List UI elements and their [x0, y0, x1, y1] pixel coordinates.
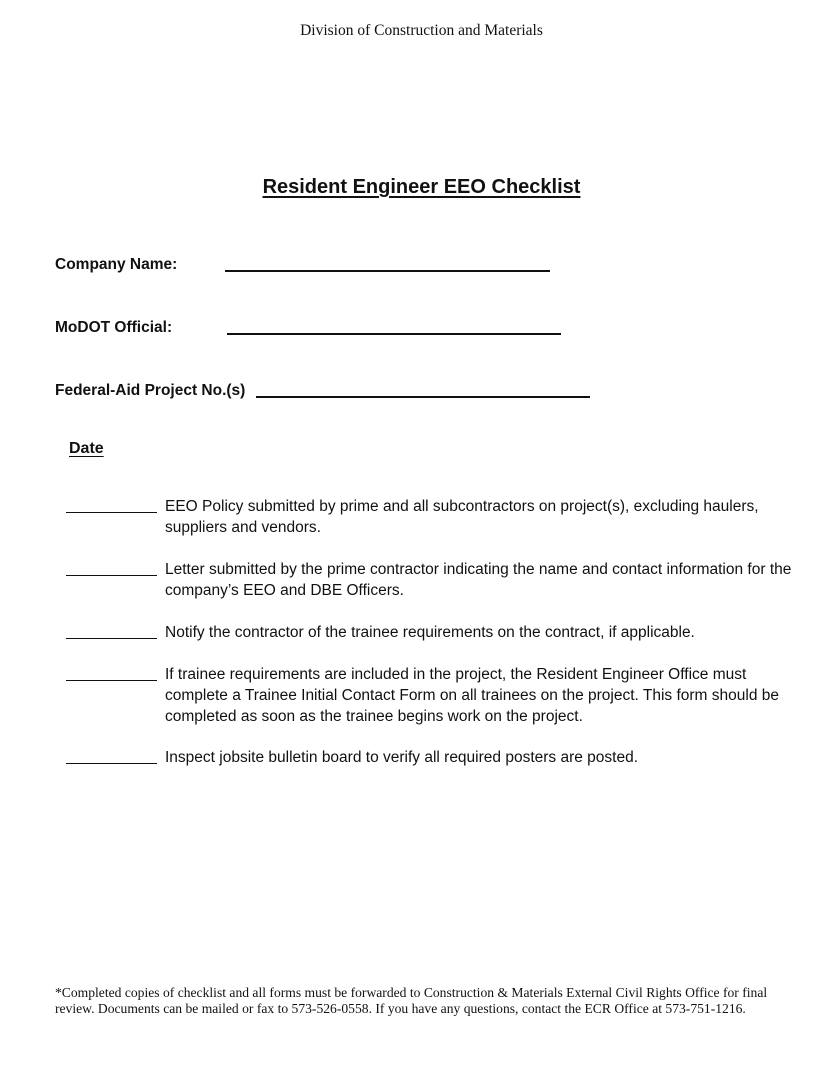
- checklist-item-trainee-notify: [66, 623, 796, 644]
- division-header: Division of Construction and Materials: [300, 22, 543, 39]
- checklist-item-officers-letter: [66, 560, 796, 602]
- footer-note: *Completed copies of checklist and all forms must be forwarded to Construction & Materials External Civil Rights Office for final review. Documents can be mailed or fax to 573-526-0558. If you have any questions, contact the ECR Office at 573-751-1216.: [55, 985, 768, 1017]
- checklist-item-text: EEO Policy submitted by prime and all subcontractors on project(s), excluding haulers, suppliers and vendors.: [165, 498, 759, 536]
- checklist-item-text: Notify the contractor of the trainee requirements on the contract, if applicable.: [165, 624, 695, 641]
- checklist-item-text: If trainee requirements are included in the project, the Resident Engineer Office must complete a Trainee Initial Contact Form on all trainees on the project. This form should be completed as soon as the trainee begins work on the project.: [165, 666, 779, 725]
- checklist-item-bulletin-board: [66, 748, 796, 769]
- date-blank[interactable]: [66, 680, 157, 681]
- page-title: [0, 174, 833, 200]
- date-blank[interactable]: [66, 512, 157, 513]
- date-column-heading: Date: [69, 440, 104, 457]
- modot-official-label: MoDOT Official:: [55, 319, 173, 336]
- project-number-field[interactable]: [256, 396, 590, 398]
- checklist-item-trainee-contact-form: [66, 665, 796, 727]
- date-blank[interactable]: [66, 575, 157, 576]
- modot-official-field[interactable]: [227, 333, 561, 335]
- project-number-label: Federal-Aid Project No.(s): [55, 382, 246, 399]
- checklist-item-text: Letter submitted by the prime contractor indicating the name and contact information for the company’s EEO and DBE Officers.: [165, 561, 792, 599]
- page-title-text: Resident Engineer EEO Checklist: [262, 176, 581, 198]
- company-name-field[interactable]: [225, 270, 550, 272]
- date-blank[interactable]: [66, 638, 157, 639]
- date-blank[interactable]: [66, 763, 157, 764]
- checklist-item-eeo-policy: [66, 497, 796, 539]
- checklist-item-text: Inspect jobsite bulletin board to verify all required posters are posted.: [165, 749, 639, 766]
- company-name-label: Company Name:: [55, 256, 178, 273]
